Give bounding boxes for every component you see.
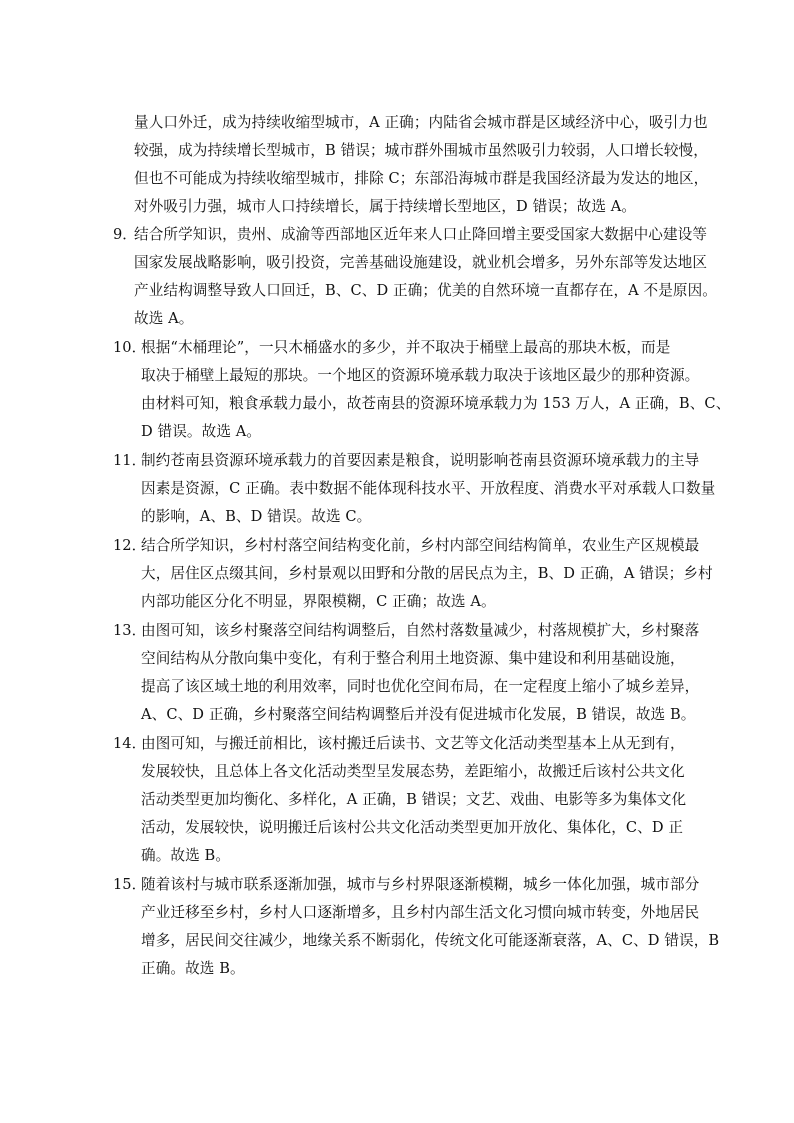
text-line: 因素是资源，C 正确。表中数据不能体现科技水平、开放程度、消费水平对承载人口数量 <box>141 480 716 497</box>
text-line: 产业迁移至乡村，乡村人口逐渐增多，且乡村内部生活文化习惯向城市转变，外地居民 <box>141 904 700 921</box>
text-line: 大，居住区点缀其间，乡村景观以田野和分散的居民点为主，B、D 正确，A 错误；乡村 <box>141 565 713 582</box>
text-line: 制约苍南县资源环境承载力的首要因素是粮食，说明影响苍南县资源环境承载力的主导 <box>141 452 700 469</box>
text-line: 由图可知，与搬迁前相比，该村搬迁后读书、文艺等文化活动类型基本上从无到有， <box>141 735 685 752</box>
text-line: 确。故选 B。 <box>141 847 231 864</box>
text-line: 由图可知，该乡村聚落空间结构调整后，自然村落数量减少，村落规模扩大，乡村聚落 <box>141 622 700 639</box>
text-line: 发展较快，且总体上各文化活动类型呈发展态势，差距缩小，故搬迁后该村公共文化 <box>141 763 685 780</box>
item-number: 12． <box>113 537 147 554</box>
item-number: 11． <box>113 452 147 469</box>
text-line: 结合所学知识，贵州、成渝等西部地区近年来人口止降回增主要受国家大数据中心建设等 <box>134 226 708 243</box>
text-line: 空间结构从分散向集中变化，有利于整合利用土地资源、集中建设和利用基础设施， <box>141 650 685 667</box>
text-line: 由材料可知，粮食承载力最小，故苍南县的资源环境承载力为 153 万人，A 正确，B、C、 <box>141 395 731 412</box>
text-line: 国家发展战略影响，吸引投资，完善基础设施建设，就业机会增多，另外东部等发达地区 <box>134 254 708 271</box>
item-number: 15． <box>113 876 147 893</box>
text-line: 但也不可能成为持续收缩型城市，排除 C；东部沿海城市群是我国经济最为发达的地区， <box>134 170 709 187</box>
text-line: 的影响，A、B、D 错误。故选 C。 <box>141 508 372 525</box>
text-line: 故选 A。 <box>134 310 194 327</box>
text-line: 较强，成为持续增长型城市，B 错误；城市群外围城市虽然吸引力较弱，人口增长较慢， <box>134 142 708 159</box>
text-line: 结合所学知识，乡村村落空间结构变化前，乡村内部空间结构简单，农业生产区规模最 <box>141 537 700 554</box>
text-line: 随着该村与城市联系逐渐加强，城市与乡村界限逐渐模糊，城乡一体化加强，城市部分 <box>141 876 700 893</box>
text-line: 产业结构调整导致人口回迁，B、C、D 正确；优美的自然环境一直都存在，A 不是原因。 <box>134 282 717 299</box>
text-line: 活动类型更加均衡化、多样化，A 正确，B 错误；文艺、戏曲、电影等多为集体文化 <box>141 791 687 808</box>
text-line: 正确。故选 B。 <box>141 960 245 977</box>
text-line: 取决于桶壁上最短的那块。一个地区的资源环境承载力取决于该地区最少的那种资源。 <box>141 367 700 384</box>
text-line: 内部功能区分化不明显，界限模糊，C 正确；故选 A。 <box>141 593 496 610</box>
text-line: A、C、D 正确，乡村聚落空间结构调整后并没有促进城市化发展，B 错误，故选 B。 <box>141 706 696 723</box>
text-line: 增多，居民间交往减少，地缘关系不断弱化，传统文化可能逐渐衰落，A、C、D 错误，B <box>141 932 720 949</box>
item-number: 13． <box>113 622 147 639</box>
text-line: 根据“木桶理论”，一只木桶盛水的多少，并不取决于桶壁上最高的那块木板，而是 <box>141 339 671 356</box>
text-line: 量人口外迁，成为持续收缩型城市，A 正确；内陆省会城市群是区域经济中心，吸引力也 <box>134 114 708 131</box>
text-line: D 错误。故选 A。 <box>141 423 262 440</box>
text-line: 提高了该区域土地的利用效率，同时也优化空间布局，在一定程度上缩小了城乡差异， <box>141 678 700 695</box>
item-number: 10． <box>113 339 147 356</box>
text-line: 活动，发展较快，说明搬迁后该村公共文化活动类型更加开放化、集体化，C、D 正 <box>141 819 684 836</box>
item-number: 14． <box>113 735 147 752</box>
item-number: 9． <box>113 226 137 243</box>
text-line: 对外吸引力强，城市人口持续增长，属于持续增长型地区，D 错误；故选 A。 <box>134 198 637 215</box>
